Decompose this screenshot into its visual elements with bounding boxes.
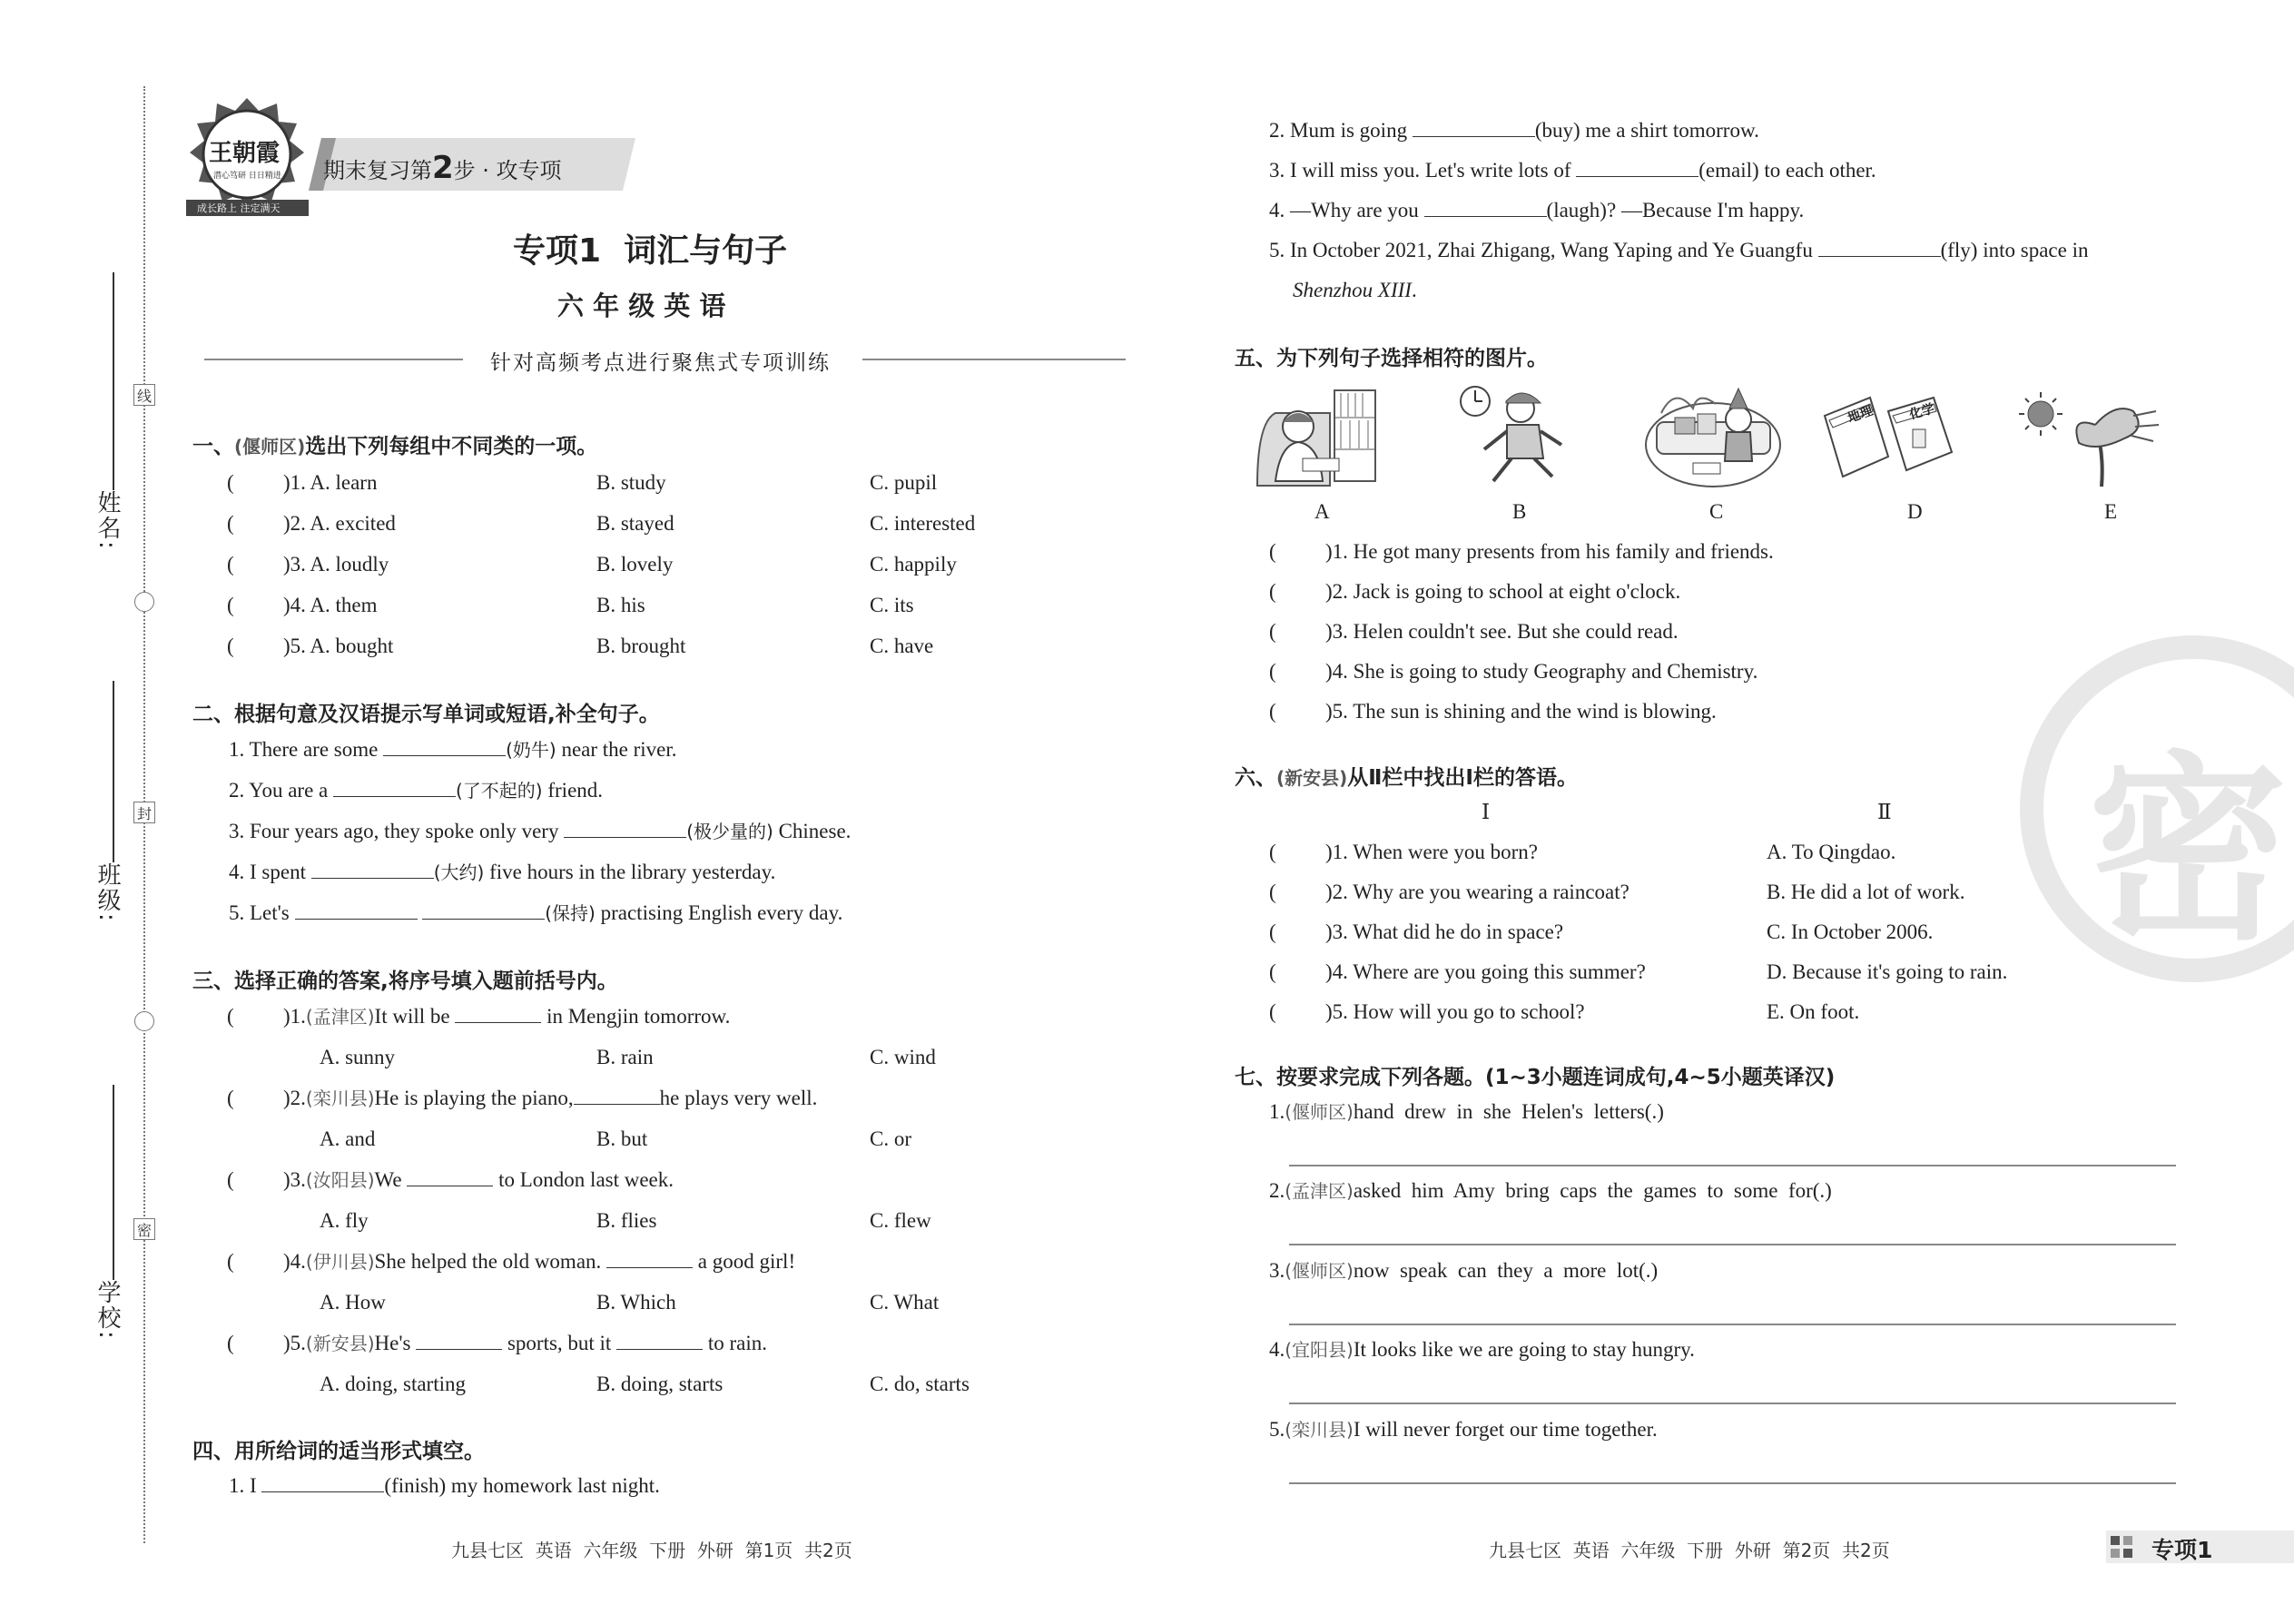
logo-slogan: 潜心笃研 日日精进 [213, 172, 281, 181]
s7-item-5: 5.(栾川县)I will never forget our time together. [1269, 1418, 1658, 1441]
option[interactable]: C. or [870, 1127, 911, 1150]
answer-line-4[interactable] [1289, 1403, 2176, 1404]
s7-item-3: 3.(偃师区)now speak can they a more lot(.) [1269, 1259, 1659, 1282]
tagline-rule-right [862, 359, 1126, 360]
option[interactable]: C. flew [870, 1209, 931, 1232]
option[interactable]: A. doing, starting [320, 1373, 466, 1395]
tagline: 针对高频考点进行聚焦式专项训练 [490, 351, 831, 375]
answer-blank[interactable] [1424, 216, 1547, 217]
footer-right: 九县七区 英语 六年级 下册 外研 第2页 共2页 [1489, 1540, 1890, 1561]
answer-blank[interactable] [311, 878, 434, 879]
s3-heading: 三、选择正确的答案,将序号填入题前括号内。 [192, 969, 618, 993]
picture-a[interactable] [1248, 386, 1380, 490]
picture-e[interactable] [2015, 389, 2161, 490]
answer-bracket[interactable]: )1. A. learn [283, 471, 378, 494]
answer-bracket[interactable]: )3. Helen couldn't see. But she could read. [1325, 620, 1679, 643]
picture-label-a: A [1314, 500, 1330, 523]
answer-line-3[interactable] [1289, 1324, 2176, 1325]
option[interactable]: A. fly [320, 1209, 369, 1232]
page-subtitle: 六 年 级 英 语 [557, 290, 726, 321]
banner [309, 138, 635, 191]
answer-blank[interactable] [1413, 136, 1535, 137]
answer-bracket[interactable]: )2. Why are you wearing a raincoat? [1325, 881, 1629, 903]
answer-bracket[interactable]: )2. Jack is going to school at eight o'clock. [1325, 580, 1681, 603]
s7-item-2: 2.(孟津区)asked him Amy bring caps the games to some for(.) [1269, 1179, 1832, 1202]
s7-item-4: 4.(宜阳县)It looks like we are going to stay hungry. [1269, 1338, 1695, 1361]
s2-item-2: 2. You are a (了不起的) friend. [229, 779, 604, 802]
answer-blank[interactable] [564, 837, 686, 838]
s4-heading: 四、用所给词的适当形式填空。 [192, 1440, 485, 1463]
logo-ribbon: 成长路上 注定满天 [197, 202, 281, 214]
answer-bracket[interactable]: )2. A. excited [283, 512, 396, 535]
answer-bracket[interactable]: )5. The sun is shining and the wind is blowing. [1325, 700, 1717, 723]
banner-pre: 期末复习第 [323, 158, 432, 183]
s7-item-1: 1.(偃师区)hand drew in she Helen's letters(.) [1269, 1100, 1664, 1123]
class-label: 班级: [94, 862, 121, 923]
option[interactable]: B. doing, starts [596, 1373, 724, 1395]
answer-bracket[interactable]: )4. Where are you going this summer? [1325, 960, 1646, 983]
s4-item-5: 5. In October 2021, Zhai Zhigang, Wang Yaping and Ye Guangfu (fly) into space in [1269, 239, 2089, 261]
banner-post: 步 · 攻专项 [453, 158, 562, 183]
option[interactable]: A. sunny [320, 1046, 396, 1068]
margin-hole-1 [134, 592, 154, 612]
answer-blank[interactable] [574, 1104, 660, 1105]
answer-bracket[interactable]: )3. A. loudly [283, 553, 389, 576]
seal-mark-seal: 封 [133, 802, 155, 823]
answer-bracket[interactable]: )4. A. them [283, 594, 378, 616]
s4-item-2: 2. Mum is going (buy) me a shirt tomorrow. [1269, 119, 1759, 142]
seal-mark-line: 线 [133, 384, 155, 406]
picture-label-d: D [1907, 500, 1923, 523]
footer-tag: 专项1 [2151, 1537, 2213, 1563]
answer-blank[interactable] [261, 1491, 384, 1492]
page-title: 专项1 词汇与句子 [513, 232, 788, 270]
seal-mark-secret: 密 [133, 1218, 155, 1240]
option[interactable]: B. flies [596, 1209, 657, 1232]
logo-text: 王朝霞 [209, 140, 281, 167]
picture-label-c: C [1709, 500, 1724, 523]
option[interactable]: B. Which [596, 1291, 676, 1314]
book-geography-label: 地理 [1846, 403, 1876, 427]
s4-item-1: 1. I (finish) my homework last night. [229, 1474, 660, 1497]
name-label: 姓名: [94, 490, 121, 551]
s6-district: (新安县) [1276, 767, 1348, 789]
option[interactable]: B. rain [596, 1046, 654, 1068]
book-chemistry-label: 化学 [1907, 401, 1936, 423]
option[interactable]: C. What [870, 1291, 940, 1314]
answer-blank[interactable] [616, 1349, 703, 1350]
answer-bracket[interactable]: )4. She is going to study Geography and Chemistry. [1325, 660, 1758, 683]
answer-bracket[interactable]: )1. When were you born? [1325, 841, 1538, 863]
s6-col-2-head: Ⅱ [1877, 801, 1892, 823]
answer-blank[interactable] [416, 1349, 502, 1350]
margin-hole-2 [134, 1011, 154, 1031]
picture-d[interactable] [1820, 393, 1956, 479]
answer-blank[interactable] [295, 919, 418, 920]
watermark-char: 密 [2088, 734, 2289, 967]
s5-heading: 五、为下列句子选择相符的图片。 [1235, 347, 1548, 370]
option[interactable]: B. but [596, 1127, 648, 1150]
footer-left: 九县七区 英语 六年级 下册 外研 第1页 共2页 [451, 1540, 852, 1561]
school-line [113, 1085, 114, 1280]
s4-item-3: 3. I will miss you. Let's write lots of (email) to each other. [1269, 159, 1876, 182]
answer-blank[interactable] [1818, 256, 1941, 257]
school-label: 学校: [94, 1280, 121, 1341]
answer-line-5[interactable] [1289, 1482, 2176, 1484]
s1-heading: 一、(偃师区)选出下列每组中不同类的一项。 [192, 435, 598, 458]
option[interactable]: A. and [320, 1127, 376, 1150]
picture-label-b: B [1512, 500, 1527, 523]
s4-item-5-cont: Shenzhou XIII. [1293, 279, 1417, 301]
s2-item-3: 3. Four years ago, they spoke only very (极少量的) Chinese. [229, 820, 852, 842]
answer-line-2[interactable] [1289, 1244, 2176, 1245]
s2-item-5: 5. Let's (保持) practising English every day. [229, 901, 843, 924]
s7-heading: 七、按要求完成下列各题。(1~3小题连词成句,4~5小题英译汉) [1235, 1066, 1836, 1089]
answer-line-1[interactable] [1289, 1165, 2176, 1166]
option[interactable]: C. wind [870, 1046, 936, 1068]
option[interactable]: C. do, starts [870, 1373, 970, 1395]
s2-item-1: 1. There are some (奶牛) near the river. [229, 738, 677, 761]
s1-district: (偃师区) [234, 436, 306, 458]
footer-tag-icon [2111, 1536, 2134, 1558]
logo [177, 91, 318, 227]
picture-label-e: E [2104, 500, 2118, 523]
s2-heading: 二、根据句意及汉语提示写单词或短语,补全句子。 [192, 703, 660, 726]
answer-bracket[interactable]: )5. How will you go to school? [1325, 1000, 1585, 1023]
answer-blank[interactable] [606, 1267, 693, 1268]
option[interactable]: A. How [320, 1291, 386, 1314]
answer-blank[interactable] [422, 919, 545, 920]
s6-heading: 六、(新安县)从Ⅱ栏中找出Ⅰ栏的答语。 [1235, 766, 1578, 790]
tagline-rule-left [204, 359, 463, 360]
s4-item-4: 4. —Why are you (laugh)? —Because I'm happy. [1269, 199, 1805, 221]
answer-blank[interactable] [1576, 176, 1698, 177]
banner-num: 2 [432, 150, 454, 186]
answer-bracket[interactable]: )3. What did he do in space? [1325, 920, 1564, 943]
name-line [113, 272, 114, 490]
s6-col-1-head: Ⅰ [1482, 801, 1491, 823]
answer-bracket[interactable]: )5. A. bought [283, 635, 394, 657]
answer-blank[interactable] [333, 796, 456, 797]
answer-bracket[interactable]: )1. He got many presents from his family and friends. [1325, 540, 1774, 563]
picture-b[interactable] [1457, 381, 1570, 490]
answer-blank[interactable] [383, 755, 506, 756]
class-line [113, 681, 114, 862]
s2-item-4: 4. I spent (大约) five hours in the library yesterday. [229, 861, 776, 883]
answer-blank[interactable] [455, 1022, 541, 1023]
picture-c[interactable] [1643, 381, 1784, 488]
